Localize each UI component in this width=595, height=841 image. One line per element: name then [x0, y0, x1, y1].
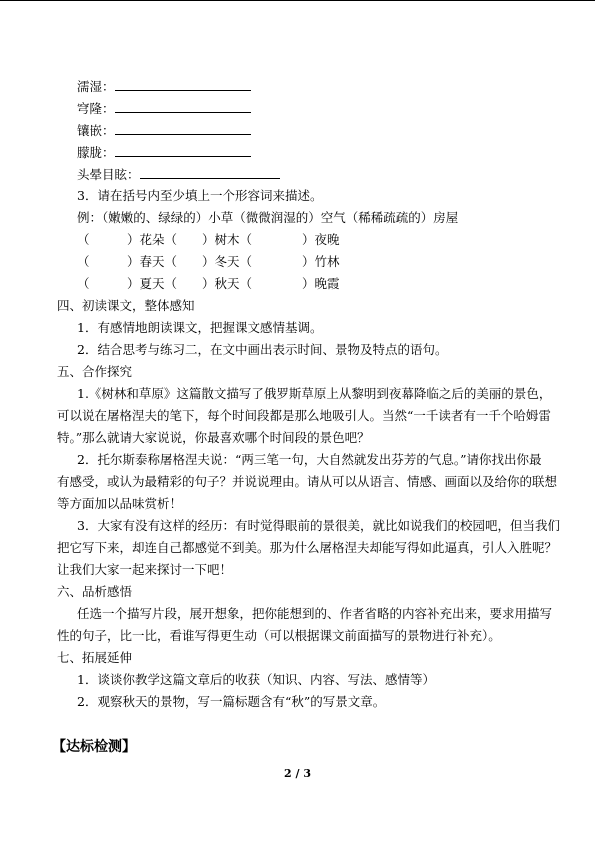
answer-blank[interactable] — [115, 101, 251, 113]
section-title: 【达标检测】 — [52, 739, 136, 755]
vocab-item — [77, 167, 280, 183]
paragraph-line: 2．托尔斯泰称屠格涅夫说：“两三笔一句，大自然就发出芬芳的气息。”请你找出你最 — [77, 452, 542, 467]
paragraph-line: 2．观察秋天的景物，写一篇标题含有“秋”的写景文章。 — [77, 694, 386, 709]
paragraph-line: 等方面加以品味赏析！ — [57, 496, 183, 511]
vocab-item — [77, 79, 251, 95]
question-3-example: 例：（嫩嫩的、绿绿的）小草（微微润湿的）空气（稀稀疏疏的）房屋 — [77, 210, 459, 225]
paragraph-line: 性的句子，比一比，看谁写得更生动（可以根据课文前面描写的景物进行补充）。 — [57, 628, 501, 643]
paragraph-line: 把它写下来，却连自己都感觉不到美。那为什么屠格涅夫却能写得如此逼真，引人入胜呢？ — [57, 540, 558, 555]
answer-blank[interactable] — [115, 79, 251, 91]
paragraph-line: 1．有感情地朗读课文，把握课文感情基调。 — [77, 320, 323, 335]
paragraph-line: 1.《树林和草原》这篇散文描写了俄罗斯草原上从黎明到夜幕降临之后的美丽的景色， — [77, 386, 552, 401]
answer-blank[interactable] — [140, 167, 280, 179]
paragraph-line: 3．大家有没有这样的经历：有时觉得眼前的景很美，就比如说我们的校园吧，但当我们 — [77, 518, 560, 533]
paragraph-line: 让我们大家一起来探讨一下吧！ — [57, 562, 233, 577]
answer-blank[interactable] — [115, 145, 251, 157]
vocab-word: 濡湿： — [77, 79, 115, 94]
paragraph-line: 任选一个描写片段，展开想象，把你能想到的、作者省略的内容补充出来，要求用描写 — [77, 606, 553, 621]
fill-row: （ ）春天（ ）冬天（ ）竹林 — [77, 254, 340, 269]
page-top-border — [0, 0, 595, 1]
vocab-word: 朦胧： — [77, 145, 115, 160]
vocab-word: 穹隆： — [77, 101, 115, 116]
fill-row: （ ）夏天（ ）秋天（ ）晚霞 — [77, 276, 340, 291]
vocab-item — [77, 145, 251, 161]
paragraph-line: 有感受，或认为最精彩的句子？并说说理由。请从可以从语言、情感、画面以及给你的联想 — [57, 474, 558, 489]
section-heading: 六、品析感悟 — [57, 584, 133, 599]
answer-blank[interactable] — [115, 123, 251, 135]
vocab-item — [77, 101, 251, 117]
vocab-word: 头晕目眩： — [77, 167, 140, 182]
question-3-title: 3．请在括号内至少填上一个形容词来描述。 — [77, 188, 323, 203]
paragraph-line: 可以说在屠格涅夫的笔下，每个时间段都是那么地吸引人。当然“一千读者有一千个哈姆雷 — [57, 408, 551, 423]
paragraph-line: 特。”那么就请大家说说，你最喜欢哪个时间段的景色吧？ — [57, 430, 370, 445]
page-number: 2 / 3 — [284, 767, 311, 780]
section-heading: 四、初读课文，整体感知 — [57, 298, 195, 313]
fill-row: （ ）花朵（ ）树木（ ）夜晚 — [77, 232, 340, 247]
section-heading: 七、拓展延伸 — [57, 650, 133, 665]
paragraph-line: 2．结合思考与练习二，在文中画出表示时间、景物及特点的语句。 — [77, 342, 448, 357]
paragraph-line: 1．谈谈你教学这篇文章后的收获（知识、内容、写法、感情等） — [77, 672, 435, 687]
vocab-word: 镶嵌： — [77, 123, 115, 138]
section-heading: 五、合作探究 — [57, 364, 133, 379]
vocab-item — [77, 123, 251, 139]
